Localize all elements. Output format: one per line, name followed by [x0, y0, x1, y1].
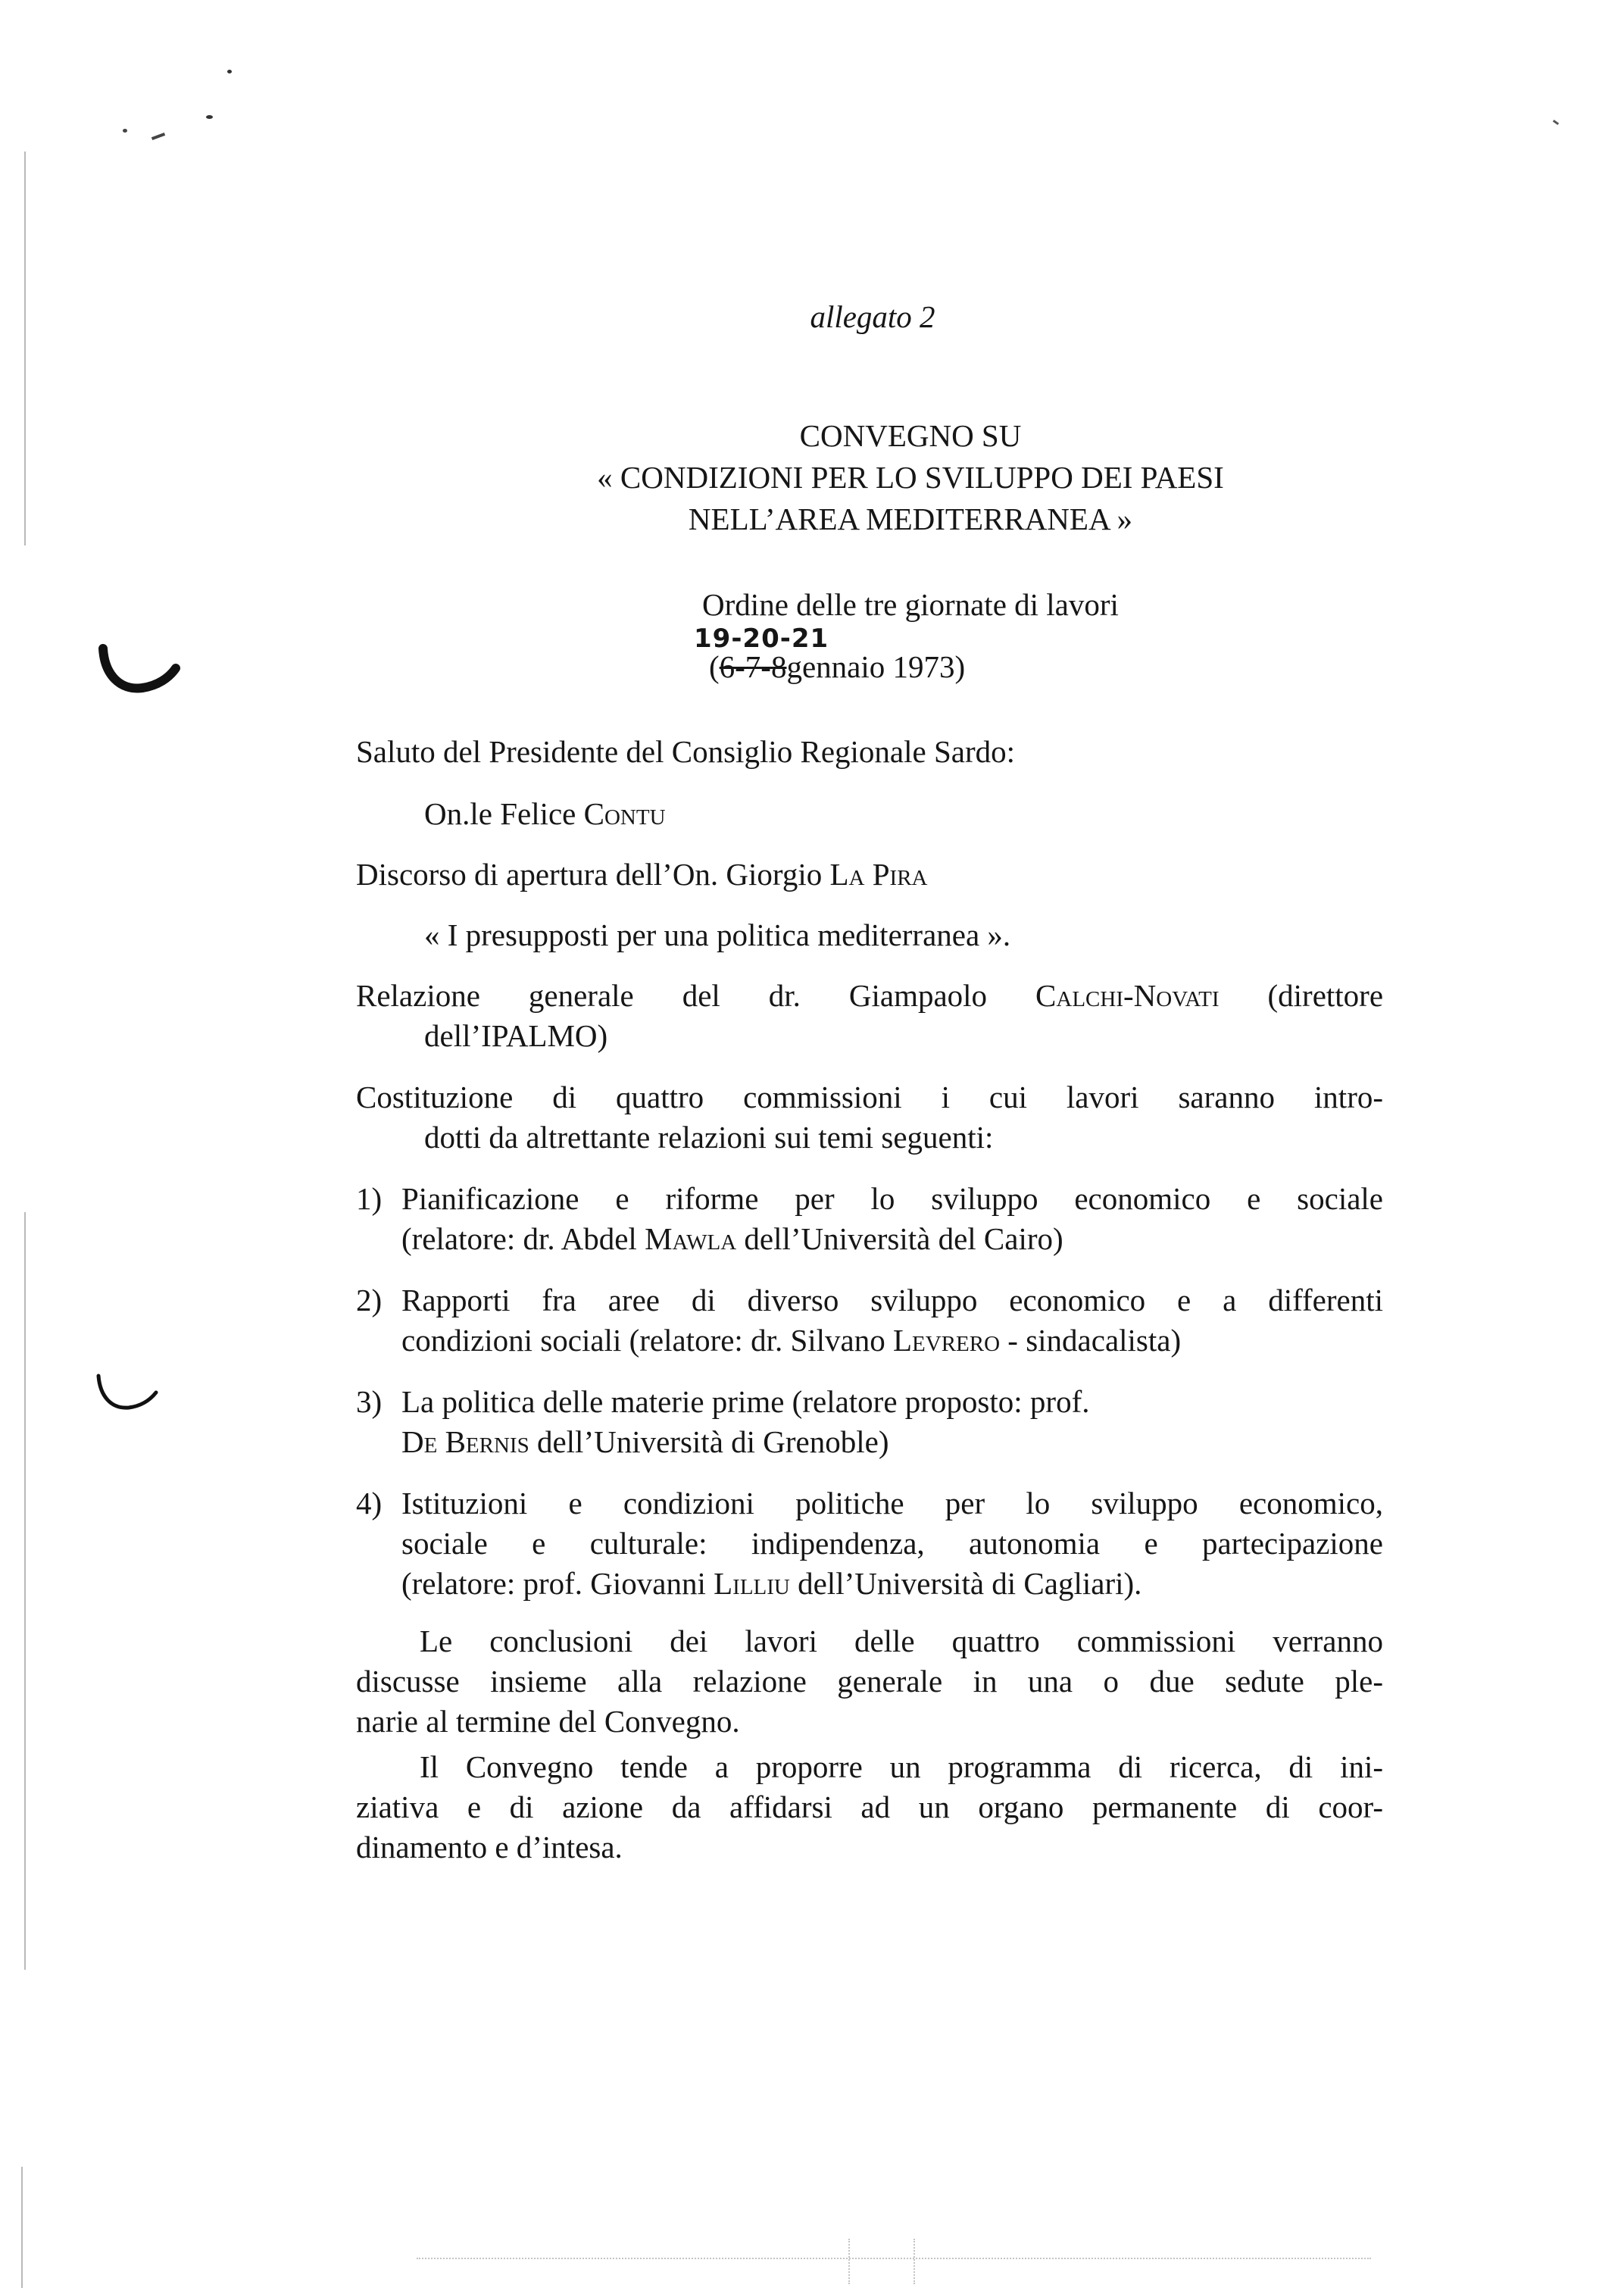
topic-line: sociale e culturale: indipendenza, autonomia e partecipazione	[401, 1526, 1383, 1561]
conclusions-line-2: discusse insieme alla relazione generale in una o due sedute ple-	[356, 1664, 1383, 1699]
binding-edge-mark	[21, 2167, 23, 2288]
report-line-1	[356, 980, 1383, 1011]
topic-line	[401, 1424, 889, 1459]
handwritten-dates: 19-20-21	[694, 624, 829, 654]
purpose-line-2: ziativa e di azione da affidarsi ad un organo permanente di coor-	[356, 1789, 1383, 1824]
struck-dates: 6-7-8	[719, 649, 787, 684]
topic-line: La politica delle materie prime (relatore proposto: prof.	[401, 1384, 1090, 1419]
title-line-3: NELL’AREA MEDITERRANEA »	[688, 502, 1133, 536]
greeting-person-surname: Contu	[583, 796, 666, 831]
binding-edge-mark	[24, 1212, 26, 1970]
commissions-line-2: dotti da altrettante relazioni sui temi seguenti:	[424, 1120, 994, 1155]
topic-number: 4)	[356, 1486, 383, 1521]
topic-text: dell’Università di Grenoble)	[536, 1424, 889, 1459]
topic-text: dell’Università del Cairo)	[744, 1221, 1063, 1256]
topic-line	[401, 1568, 1141, 1599]
scan-speck	[227, 70, 232, 73]
scan-speck	[206, 115, 213, 119]
schedule-order-line: Ordine delle tre giornate di lavori	[702, 587, 1119, 622]
check-mark-icon	[97, 644, 180, 697]
report-prefix: Relazione generale del dr. Giampaolo	[356, 978, 988, 1013]
report-surname: Calchi-Novati	[1035, 978, 1220, 1013]
title-line-1: CONVEGNO SU	[799, 418, 1022, 453]
topic-line: Istituzioni e condizioni politiche per lo sviluppo economico,	[401, 1486, 1383, 1521]
opening-prefix: Discorso di apertura dell’On. Giorgio	[356, 857, 823, 892]
topic-surname: Mawla	[645, 1221, 737, 1256]
topic-surname: Lilliu	[714, 1566, 790, 1601]
greeting-person-prefix: On.le Felice	[424, 796, 576, 831]
conclusions-line-3: narie al termine del Convegno.	[356, 1704, 740, 1739]
topic-text: dell’Università di Cagliari).	[798, 1566, 1142, 1601]
scan-dotted-edge	[848, 2239, 851, 2284]
opening-line	[356, 859, 927, 890]
topic-text: (relatore: prof. Giovanni	[401, 1566, 706, 1601]
annex-label: allegato 2	[810, 299, 935, 334]
greeting-line: Saluto del Presidente del Consiglio Regionale Sardo:	[356, 734, 1015, 769]
scan-dotted-edge	[417, 2258, 1371, 2259]
date-paren: (	[709, 649, 720, 684]
topic-surname: Levrero	[893, 1323, 1001, 1358]
schedule-dates	[709, 649, 966, 684]
topic-text: (relatore: dr. Abdel	[401, 1221, 637, 1256]
report-line-2: dell’IPALMO)	[424, 1018, 608, 1053]
opening-title: « I presupposti per una politica mediterranea ».	[424, 917, 1011, 952]
scan-speck	[151, 133, 165, 140]
topic-line: Pianificazione e riforme per lo sviluppo economico e sociale	[401, 1181, 1383, 1216]
topic-number: 2)	[356, 1283, 383, 1317]
opening-surname: La Pira	[829, 857, 928, 892]
topic-surname: De Bernis	[401, 1424, 529, 1459]
date-month-year: gennaio 1973)	[786, 649, 966, 684]
purpose-line-1: Il Convegno tende a proporre un programma di ricerca, di ini-	[420, 1749, 1383, 1784]
topic-text: - sindacalista)	[1007, 1323, 1182, 1358]
topic-line	[401, 1221, 1063, 1256]
topic-number: 1)	[356, 1181, 383, 1216]
scan-dotted-edge	[914, 2239, 917, 2284]
report-suffix: (direttore	[1267, 978, 1384, 1013]
scan-speck	[1553, 120, 1559, 125]
commissions-line-1: Costituzione di quattro commissioni i cui lavori saranno intro-	[356, 1080, 1383, 1114]
topic-text: condizioni sociali (relatore: dr. Silvano	[401, 1323, 885, 1358]
topic-line	[401, 1325, 1181, 1356]
title-line-2: « CONDIZIONI PER LO SVILUPPO DEI PAESI	[597, 460, 1224, 495]
purpose-line-3: dinamento e d’intesa.	[356, 1830, 623, 1864]
greeting-person	[424, 796, 666, 831]
check-mark-icon	[92, 1371, 161, 1417]
conclusions-line-1: Le conclusioni dei lavori delle quattro commissioni verranno	[420, 1624, 1383, 1658]
topic-number: 3)	[356, 1384, 383, 1419]
scan-speck	[123, 129, 127, 133]
topic-line: Rapporti fra aree di diverso sviluppo economico e a differenti	[401, 1283, 1383, 1317]
